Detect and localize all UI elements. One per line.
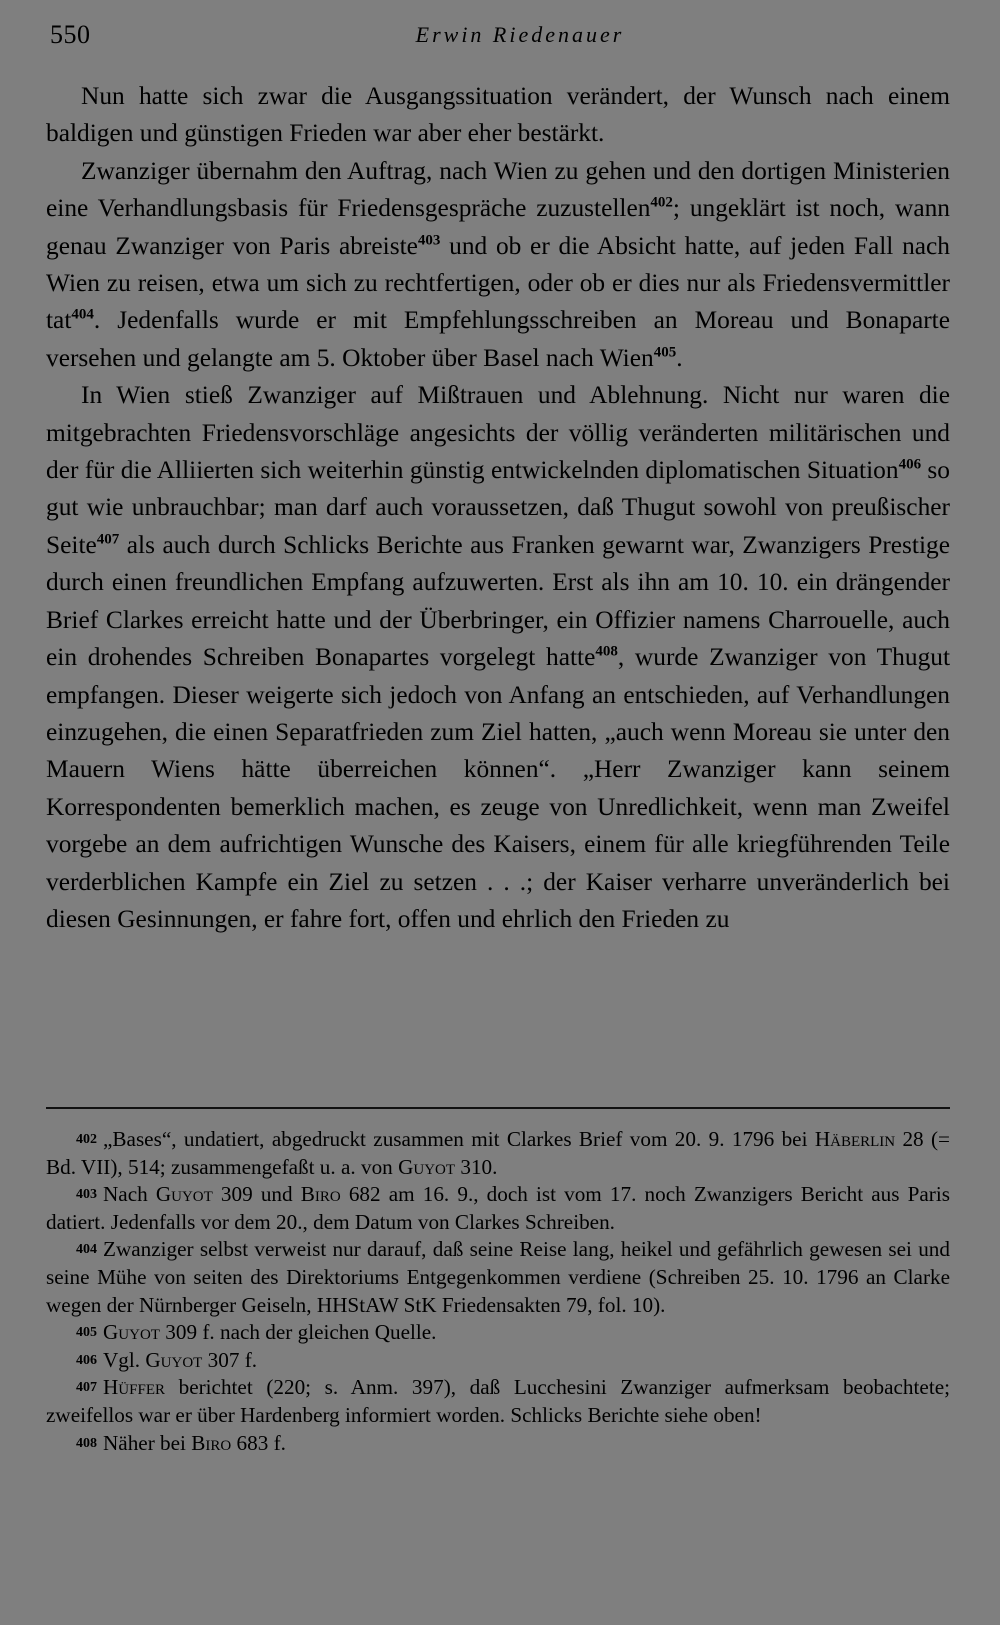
footnote-ref-403[interactable]: 403 [417, 232, 441, 249]
paragraph-text: , wurde Zwanziger von Thugut empfangen. Dieser weigerte sich jedoch von Anfang an entschieden, auf Verhandlungen einzugehen, die einen Separatfrieden zum Ziel hatten, „auch wenn Moreau sie unter den Mauern Wiens hätte überreichen können“. „Herr Zwanziger kann seinem Korrespondenten bemerklich machen, es zeuge von Unredlichkeit, wenn man Zweifel vorgebe an dem aufrichtigen Wunsche des Kaisers, einem für alle kriegführenden Teile verderblichen Kampfe ein Ziel zu setzen . . .; der Kaiser verharre unveränderlich bei diesen Gesinnungen, er fahre fort, offen und ehrlich den Frieden zu [46, 643, 951, 933]
paragraph-text: als auch durch Schlicks Berichte aus Franken gewarnt war, Zwanzigers Prestige durch einen freundlichen Empfang aufzuwerten. Erst als ihn am 10. 10. ein drängender Brief Clarkes erreicht hatte und der Überbringer, ein Offizier namens Charrouelle, auch ein drohendes Schreiben Bonapartes vorgelegt hatte [46, 530, 950, 672]
footnote-ref-404[interactable]: 404 [71, 306, 94, 323]
running-head: Erwin Riedenauer [415, 22, 625, 47]
footnote-403 [46, 1181, 950, 1236]
paragraph-1 [46, 78, 950, 153]
paragraph-text: Nun hatte sich zwar die Ausgangssituation verändert, der Wunsch nach einem baldigen und günstigen Frieden war aber eher bestärkt. [46, 82, 950, 148]
footnotes-section [46, 1126, 950, 1457]
footnote-text: 682 am 16. 9., doch ist vom 17. noch Zwanzigers Bericht aus Paris datiert. Jedenfalls vor dem 20., dem Datum von Clarkes Schreiben. [46, 1182, 950, 1234]
paragraph-text: und ob er die Absicht hatte, auf jeden Fall nach Wien zu reisen, etwa um sich zu rechtfertigen, oder ob er dies nur als Friedensvermittler tat [46, 231, 950, 335]
footnote-text: berichtet (220; s. Anm. 397), daß Lucchesini Zwanziger aufmerksam beobachtete; zweifellos war er über Hardenberg informiert worden. Schlicks Berichte siehe oben! [46, 1375, 950, 1427]
paragraph-text: Zwanziger übernahm den Auftrag, nach Wien zu gehen und den dortigen Ministerien eine Verhandlungsbasis für Friedensgespräche zuzustellen [46, 156, 950, 223]
footnote-number: 405 [76, 1325, 97, 1341]
page-header [0, 18, 1000, 58]
footnote-number: 408 [76, 1435, 97, 1451]
footnote-text: Näher bei [103, 1430, 192, 1455]
footnote-text: 309 f. nach der gleichen Quelle. [159, 1320, 437, 1345]
paragraph-text: . [676, 343, 683, 372]
author-name: Guyot [103, 1320, 160, 1345]
footnote-408 [46, 1430, 950, 1458]
footnote-ref-408[interactable]: 408 [595, 643, 618, 660]
footnote-text: 28 (= Bd. VII), 514; zusammengefaßt u. a. von [46, 1127, 950, 1179]
author-name: Biro [191, 1430, 232, 1455]
footnote-ref-407[interactable]: 407 [96, 531, 120, 548]
footnote-number: 407 [76, 1380, 97, 1396]
footnote-text: 310. [455, 1154, 498, 1179]
paragraph-text: . Jedenfalls wurde er mit Empfehlungsschreiben an Moreau und Bonaparte versehen und gelangte am 5. Oktober über Basel nach Wien [46, 306, 950, 372]
paragraph-text: ; ungeklärt ist noch, wann genau Zwanziger von Paris abreiste [46, 194, 950, 260]
footnote-ref-402[interactable]: 402 [650, 194, 673, 211]
footnote-405 [46, 1319, 950, 1347]
footnote-number: 402 [76, 1132, 97, 1147]
author-name: Guyot [398, 1154, 456, 1179]
footnote-407 [46, 1374, 950, 1429]
footnote-text: Zwanziger selbst verweist nur darauf, daß seine Reise lang, heikel und gefährlich gewesen sei und seine Mühe von seiten des Direktoriums Entgegenkommen verdiene (Schreiben 25. 10. 1796 an Clarke wegen der Nürnberger Geiseln, HHStAW StK Friedensakten 79, fol. 10). [46, 1237, 950, 1317]
author-name: Guyot [155, 1182, 213, 1207]
footnote-ref-405[interactable]: 405 [653, 344, 677, 361]
footnote-text: 683 f. [231, 1430, 286, 1455]
footnote-text: „Bases“, undatiert, abgedruckt zusammen mit Clarkes Brief vom 20. 9. 1796 bei [103, 1127, 815, 1151]
author-name: Biro [300, 1182, 341, 1207]
footnote-divider [46, 1107, 950, 1109]
footnote-text: 309 und [212, 1182, 301, 1207]
paragraph-2 [46, 153, 950, 377]
footnote-number: 403 [76, 1187, 97, 1203]
paragraph-3 [46, 377, 950, 938]
footnote-number: 404 [76, 1242, 97, 1258]
author-name: Häberlin [814, 1127, 896, 1151]
footnote-text: Nach [103, 1182, 156, 1207]
footnote-402 [46, 1126, 950, 1181]
footnote-404 [46, 1236, 950, 1319]
footnote-text: 307 f. [202, 1347, 258, 1372]
author-name: Guyot [145, 1347, 203, 1372]
page-number: 550 [50, 20, 91, 49]
main-text [46, 78, 950, 938]
footnote-406 [46, 1347, 950, 1375]
paragraph-text: In Wien stieß Zwanziger auf Mißtrauen und Ablehnung. Nicht nur waren die mitgebrachten Friedensvorschläge angesichts der völlig veränderten militärischen und der für die Alliierten sich weiterhin günstig entwickelnden diplomatischen Situation [46, 381, 950, 485]
footnote-number: 406 [76, 1352, 97, 1368]
footnote-text: Vgl. [103, 1347, 146, 1372]
footnote-ref-406[interactable]: 406 [898, 456, 922, 473]
author-name: Hüffer [103, 1375, 165, 1400]
paragraph-text: so gut wie unbrauchbar; man darf auch voraussetzen, daß Thugut sowohl von preußischer Seite [46, 456, 950, 559]
